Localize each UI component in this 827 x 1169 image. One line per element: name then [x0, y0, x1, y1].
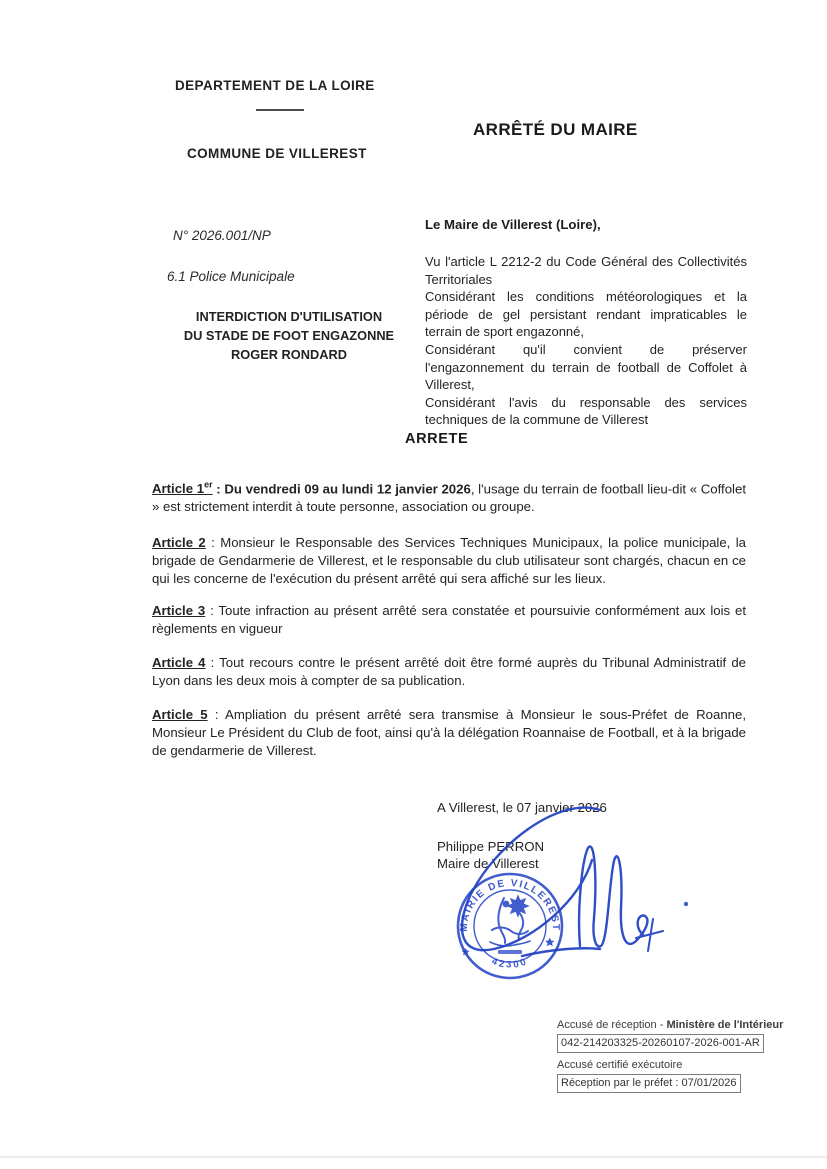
- article-2: [152, 534, 746, 588]
- subject-line-2: DU STADE DE FOOT ENGAZONNE: [183, 328, 395, 343]
- article-5-separator: :: [207, 707, 226, 722]
- preamble-clause-considerant-1: Considérant les conditions météorologiques et la période de gel persistant rendant impraticables le terrain de sport engazonné,: [425, 289, 747, 340]
- article-5-body: Ampliation du présent arrêté sera transmise à Monsieur le sous-Préfet de Roanne, Monsieur Le Président du Club de foot, ainsi qu'à la délégation Roannaise de Football, et à la brigade de gendarmerie de Villerest.: [152, 707, 746, 758]
- stamp-top-text: MAIRIE DE VILLEREST: [458, 877, 562, 932]
- header-divider: [256, 109, 304, 111]
- article-2-body: Monsieur le Responsable des Services Techniques Municipaux, la police municipale, la brigade de Gendarmerie de Villerest, et le responsable du club utilisateur sont chargés, chacun en ce qui les concerne de l'exécution du présent arrêté qui sera affiché sur les lieux.: [152, 535, 747, 586]
- prefecture-receipt-block: [557, 1018, 783, 1093]
- arrete-heading: ARRETE: [405, 431, 469, 447]
- signatory-role: Maire de Villerest: [437, 856, 539, 871]
- receipt-ministry: Ministère de l'Intérieur: [666, 1019, 784, 1031]
- article-2-label: Article 2: [152, 535, 206, 550]
- article-4-label: Article 4: [152, 655, 206, 670]
- preamble-clause-considerant-3: Considérant l'avis du responsable des services techniques de la commune de Villerest: [425, 394, 747, 428]
- scan-artifact-line: [0, 1156, 827, 1158]
- article-1: [152, 476, 746, 516]
- article-1-body: , l'usage du terrain de football lieu-dit « Coffolet » est strictement interdit à toute personne, association ou groupe.: [152, 481, 746, 515]
- ink-dot: [684, 902, 688, 906]
- stamp-postal-code: 42300: [489, 955, 531, 971]
- receipt-label: Accusé de réception -: [557, 1019, 667, 1031]
- article-4: [152, 654, 746, 690]
- article-4-separator: :: [205, 655, 220, 670]
- document-title: ARRÊTÉ DU MAIRE: [473, 120, 638, 139]
- article-5: [152, 706, 746, 760]
- receipt-id-box: 042-214203325-20260107-2026-001-AR: [557, 1034, 764, 1053]
- decree-number: N° 2026.001/NP: [173, 228, 271, 243]
- article-1-label: Article 1er: [152, 480, 213, 497]
- preamble: [425, 253, 747, 429]
- preamble-opening: Le Maire de Villerest (Loire),: [425, 217, 601, 232]
- article-3: [152, 602, 746, 638]
- signatory-name: Philippe PERRON: [437, 839, 545, 854]
- commune-heading: COMMUNE DE VILLEREST: [187, 146, 367, 161]
- classification: 6.1 Police Municipale: [167, 269, 295, 284]
- preamble-clause-considerant-2: Considérant qu'il convient de préserver l'engazonnement du terrain de football de Coffolet à Villerest,: [425, 341, 747, 393]
- subject-line-1: INTERDICTION D'UTILISATION: [195, 309, 383, 324]
- article-5-label: Article 5: [152, 707, 208, 722]
- department-heading: DEPARTEMENT DE LA LOIRE: [175, 78, 375, 93]
- preamble-clause-vu: Vu l'article L 2212-2 du Code Général des Collectivités Territoriales: [425, 254, 747, 287]
- handwritten-signature: [430, 788, 710, 988]
- decree-subject: [150, 307, 428, 364]
- certified-label: Accusé certifié exécutoire: [557, 1059, 683, 1071]
- receipt-line: [557, 1018, 783, 1032]
- prefect-receipt-box: Réception par le préfet : 07/01/2026: [557, 1074, 741, 1093]
- place-and-date: A Villerest, le 07 janvier 2026: [437, 800, 607, 815]
- article-1-separator: :: [212, 481, 225, 497]
- article-2-separator: :: [205, 535, 221, 550]
- subject-line-3: ROGER RONDARD: [231, 347, 347, 362]
- article-3-label: Article 3: [152, 603, 206, 618]
- article-4-body: Tout recours contre le présent arrêté doit être formé auprès du Tribunal Administratif de Lyon dans les deux mois à compter de sa publication.: [152, 655, 746, 688]
- article-3-separator: :: [205, 603, 219, 618]
- article-1-bold-text: Du vendredi 09 au lundi 12 janvier 2026: [224, 481, 471, 497]
- article-3-body: Toute infraction au présent arrêté sera constatée et poursuivie conformément aux lois et règlements en vigueur: [152, 603, 746, 636]
